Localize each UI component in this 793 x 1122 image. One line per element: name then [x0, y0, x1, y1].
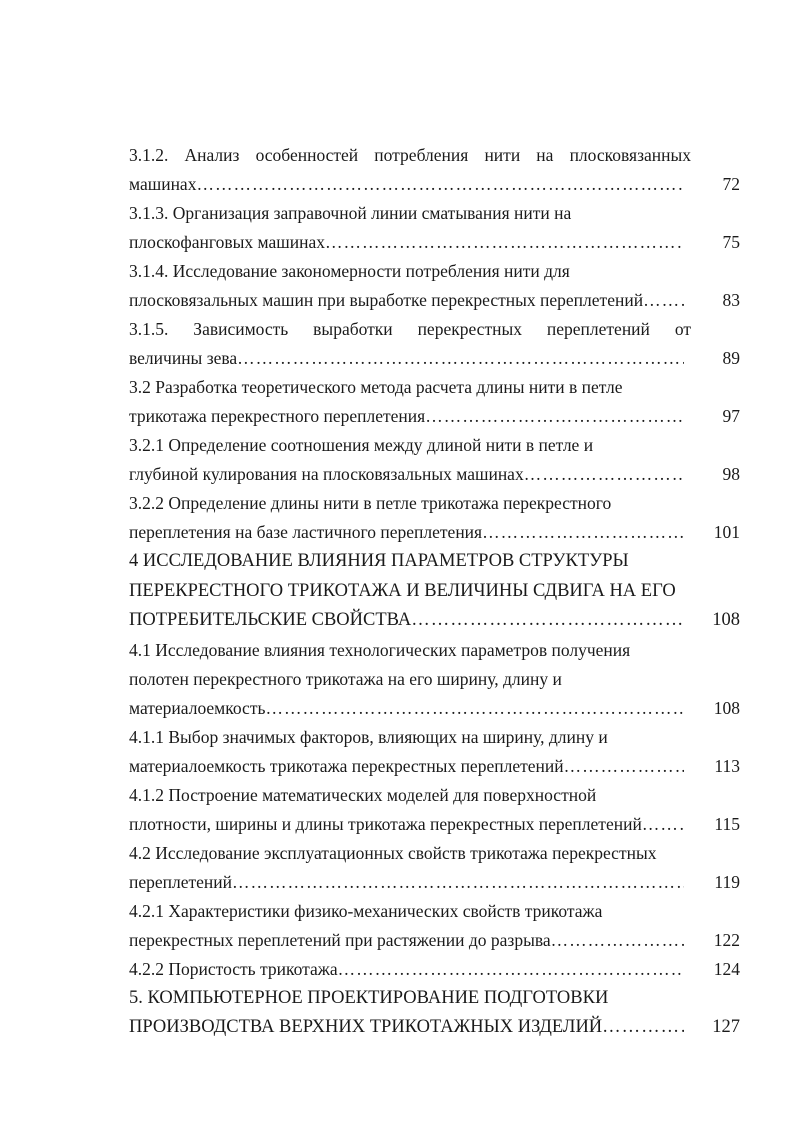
toc-entry-3-1-2: [129, 141, 740, 199]
toc-entry-text: 4.1 Исследование влияния технологических параметров получения: [129, 639, 631, 660]
toc-page-number: 124: [713, 958, 740, 979]
dot-leader: [564, 752, 684, 781]
dot-leader: [551, 926, 684, 955]
toc-page-number: 127: [712, 1017, 740, 1037]
toc-entry-text: плоскофанговых машинах: [129, 232, 325, 252]
dot-leader: [338, 955, 684, 984]
dot-leader: [325, 228, 684, 257]
dot-leader: [482, 518, 684, 547]
toc-page-number: 97: [722, 406, 740, 426]
toc-page-number: 108: [713, 697, 740, 718]
toc-page-number: 83: [722, 290, 740, 310]
toc-entry-text: машинах: [129, 174, 197, 194]
toc-chapter-title: ПРОИЗВОДСТВА ВЕРХНИХ ТРИКОТАЖНЫХ ИЗДЕЛИЙ: [129, 1017, 603, 1037]
toc-entry-4-2-2: [129, 955, 740, 984]
table-of-contents: [129, 141, 740, 1043]
toc-page-number: 75: [722, 232, 740, 252]
toc-entry-text: полотен перекрестного трикотажа на его ширину, длину и: [129, 668, 562, 689]
toc-entry-3-1-4: [129, 257, 740, 315]
toc-entry-3-2-1: [129, 431, 740, 489]
toc-chapter-title: 4 ИССЛЕДОВАНИЕ ВЛИЯНИЯ ПАРАМЕТРОВ СТРУКТУРЫ: [129, 551, 629, 571]
toc-entry-text: 3.2.2 Определение длины нити в петле трикотажа перекрестного: [129, 493, 612, 513]
toc-page-number: 115: [714, 813, 740, 834]
toc-entry-text: глубиной кулирования на плосковязальных машинах: [129, 464, 524, 484]
toc-entry-4-1: [129, 636, 740, 723]
toc-chapter-title: ПОТРЕБИТЕЛЬСКИЕ СВОЙСТВА: [129, 610, 412, 630]
toc-page-number: 108: [712, 610, 740, 630]
dot-leader: [232, 868, 684, 897]
toc-page-number: 119: [714, 871, 740, 892]
toc-entry-text: 3.2 Разработка теоретического метода расчета длины нити в петле: [129, 377, 623, 397]
toc-entry-text: 4.2 Исследование эксплуатационных свойств трикотажа перекрестных: [129, 842, 657, 863]
toc-chapter-title: 5. КОМПЬЮТЕРНОЕ ПРОЕКТИРОВАНИЕ ПОДГОТОВКИ: [129, 987, 609, 1008]
toc-entry-text: 3.1.2. Анализ особенностей потребления нити на плосковязанных: [129, 145, 691, 165]
toc-entry-text: 3.1.5. Зависимость выработки перекрестных переплетений от: [129, 319, 691, 339]
toc-entry-text: 4.2.2 Пористость трикотажа: [129, 958, 338, 979]
toc-entry-text: трикотажа перекрестного переплетения: [129, 406, 426, 426]
toc-entry-3-1-3: [129, 199, 740, 257]
dot-leader: [411, 606, 684, 636]
dot-leader: [265, 694, 684, 723]
dot-leader: [524, 460, 684, 489]
toc-chapter-4: [129, 547, 740, 636]
toc-entry-text: плотности, ширины и длины трикотажа перекрестных переплетений: [129, 813, 642, 834]
toc-entry-4-2: [129, 839, 740, 897]
toc-entry-text: 4.1.2 Построение математических моделей для поверхностной: [129, 784, 597, 805]
toc-entry-3-2: [129, 373, 740, 431]
toc-entry-text: материалоемкость трикотажа перекрестных переплетений: [129, 755, 564, 776]
toc-chapter-5: [129, 984, 740, 1043]
toc-page-number: 113: [714, 755, 740, 776]
toc-page-number: 101: [713, 522, 740, 542]
toc-entry-4-1-2: [129, 781, 740, 839]
dot-leader: [196, 170, 684, 199]
toc-entry-text: 3.1.3. Организация заправочной линии сматывания нити на: [129, 203, 572, 223]
toc-page-number: 122: [713, 929, 740, 950]
toc-entry-text: переплетений: [129, 871, 233, 892]
dot-leader: [643, 286, 684, 315]
toc-entry-3-1-5: [129, 315, 740, 373]
toc-entry-text: 3.1.4. Исследование закономерности потребления нити для: [129, 261, 570, 281]
toc-entry-4-2-1: [129, 897, 740, 955]
toc-entry-text: 4.1.1 Выбор значимых факторов, влияющих на ширину, длину и: [129, 726, 608, 747]
toc-entry-text: переплетения на базе ластичного переплетения: [129, 522, 483, 542]
toc-chapter-title: ПЕРЕКРЕСТНОГО ТРИКОТАЖА И ВЕЛИЧИНЫ СДВИГА НА ЕГО: [129, 580, 676, 601]
toc-page-number: 72: [722, 174, 740, 194]
toc-entry-3-2-2: [129, 489, 740, 547]
toc-entry-text: плосковязальных машин при выработке перекрестных переплетений: [129, 290, 644, 310]
dot-leader: [642, 810, 684, 839]
dot-leader: [237, 344, 684, 373]
toc-entry-text: 3.2.1 Определение соотношения между длиной нити в петле и: [129, 435, 594, 455]
toc-entry-text: материалоемкость: [129, 697, 266, 718]
toc-page-number: 89: [722, 348, 740, 368]
toc-page-number: 98: [722, 464, 740, 484]
toc-entry-text: величины зева: [129, 348, 238, 368]
toc-entry-4-1-1: [129, 723, 740, 781]
toc-entry-text: 4.2.1 Характеристики физико-механических свойств трикотажа: [129, 900, 603, 921]
toc-entry-text: перекрестных переплетений при растяжении до разрыва: [129, 929, 551, 950]
dot-leader: [425, 402, 684, 431]
dot-leader: [602, 1013, 684, 1043]
